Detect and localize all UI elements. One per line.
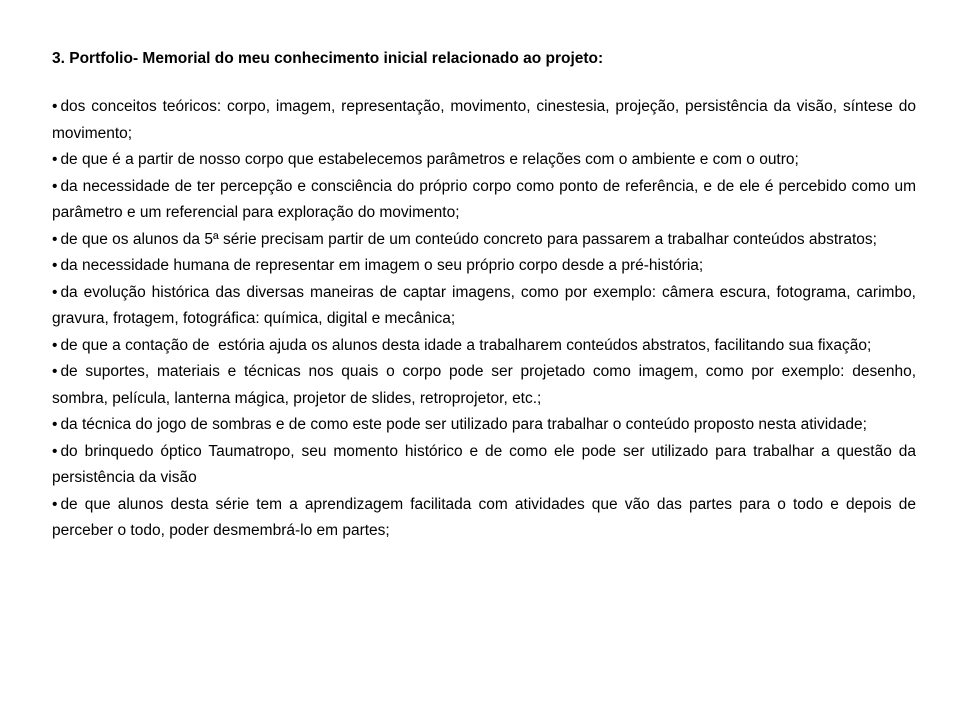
list-item xyxy=(52,492,916,545)
list-item xyxy=(52,147,916,174)
list-item-text: de que é a partir de nosso corpo que estabelecemos parâmetros e relações com o ambiente e com o outro; xyxy=(60,151,799,168)
bullet-icon: • xyxy=(52,151,58,168)
list-item xyxy=(52,227,916,254)
bullet-icon: • xyxy=(52,98,58,115)
bullet-icon: • xyxy=(52,495,58,513)
list-item-text: da necessidade humana de representar em imagem o seu próprio corpo desde a pré-história; xyxy=(60,257,704,274)
list-item-text: de que a contação de estória ajuda os alunos desta idade a trabalharem conteúdos abstratos, facilitando sua fixação; xyxy=(60,336,872,354)
list-item xyxy=(52,359,916,412)
list-item-text: da técnica do jogo de sombras e de como este pode ser utilizado para trabalhar o conteúdo proposto nesta atividade; xyxy=(60,416,867,433)
list-item-text: de suportes, materiais e técnicas nos quais o corpo pode ser projetado como imagem, como por exemplo: desenho, sombra, película, lanterna mágica, projetor de slides, retroprojetor, etc.; xyxy=(52,363,916,407)
list-item-text: do brinquedo óptico Taumatropo, seu momento histórico e de como ele pode ser utilizado para trabalhar a questão da persistência da visão xyxy=(52,442,916,486)
bullet-icon: • xyxy=(52,416,58,433)
bullet-icon: • xyxy=(52,283,58,301)
list-item-text: de que os alunos da 5ª série precisam partir de um conteúdo concreto para passarem a trabalhar conteúdos abstratos; xyxy=(60,230,877,248)
list-item-text: dos conceitos teóricos: corpo, imagem, representação, movimento, cinestesia, projeção, persistência da visão, síntese do movimento; xyxy=(52,98,916,142)
section-heading: 3. Portfolio- Memorial do meu conhecimento inicial relacionado ao projeto: xyxy=(52,50,604,67)
list-item xyxy=(52,253,916,280)
bullet-icon: • xyxy=(52,230,58,248)
list-item-text: de que alunos desta série tem a aprendizagem facilitada com atividades que vão das partes para o todo e depois de perceber o todo, poder desmembrá-lo em partes; xyxy=(52,495,916,539)
bullet-icon: • xyxy=(52,177,58,195)
bullet-icon: • xyxy=(52,363,58,380)
bullet-list xyxy=(52,94,916,545)
bullet-icon: • xyxy=(52,442,58,460)
list-item xyxy=(52,333,916,360)
document-page xyxy=(52,46,916,545)
list-item xyxy=(52,439,916,492)
bullet-icon: • xyxy=(52,257,58,274)
bullet-icon: • xyxy=(52,336,58,354)
list-item xyxy=(52,412,916,439)
list-item xyxy=(52,280,916,333)
list-item-text: da evolução histórica das diversas maneiras de captar imagens, como por exemplo: câmera escura, fotograma, carimbo, gravura, frotagem, fotográfica: química, digital e mecânica; xyxy=(52,283,916,327)
list-item-text: da necessidade de ter percepção e consciência do próprio corpo como ponto de referência, e de ele é percebido como um parâmetro e um referencial para exploração do movimento; xyxy=(52,177,916,221)
list-item xyxy=(52,174,916,227)
list-item xyxy=(52,94,916,147)
